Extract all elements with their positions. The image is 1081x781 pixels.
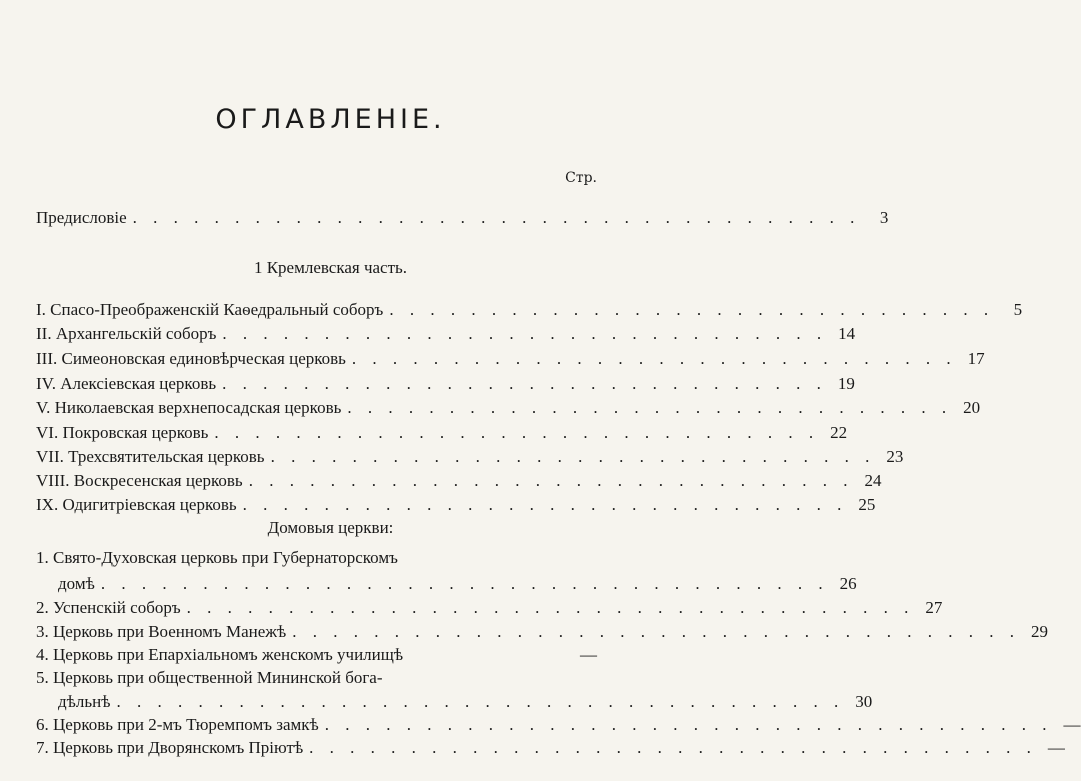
toc-entry-page: 5 [1013, 300, 1023, 319]
leader-dots: . . . . . . . . . . . . . . . . . . . . . . . . . . . . . . [222, 324, 828, 343]
toc-entry-label: 6. Церковь при 2-мъ Тюремпомъ замкѣ [36, 715, 319, 734]
toc-entry-label: VII. Трехсвятительская церковь [36, 447, 265, 466]
toc-entry-page: 25 [858, 495, 876, 514]
toc-entry-page: 23 [886, 447, 904, 466]
toc-entry-page: 3 [879, 208, 889, 227]
toc-entry-3 [36, 622, 1048, 644]
toc-entry-kremlin [36, 374, 855, 396]
page-title: ОГЛАВЛЕНІЕ. [215, 104, 446, 135]
leader-dots: . . . . . . . . . . . . . . . . . . . . . . . . . . . . . . [248, 471, 854, 490]
leader-dots: . . . . . . . . . . . . . . . . . . . . . . . . . . . . . . . . . . . . [116, 692, 845, 711]
toc-entry-page: 17 [967, 349, 985, 368]
toc-entry-page: 29 [1031, 622, 1048, 641]
toc-entry-label: II. Архангельскій соборъ [36, 324, 217, 343]
toc-entry-5-line2 [58, 692, 873, 714]
toc-entry-label: IX. Одигитріевская церковь [36, 495, 237, 514]
section-heading-kremlin: 1 Кремлевская часть. [253, 258, 408, 277]
toc-entry-kremlin [36, 495, 876, 517]
toc-entry-preface [36, 208, 889, 230]
toc-entry-4 [36, 645, 597, 667]
toc-entry-page: — [1047, 738, 1065, 757]
toc-entry-kremlin [36, 471, 882, 493]
leader-dots: . . . . . . . . . . . . . . . . . . . . . . . . . . . . . . [351, 349, 957, 368]
leader-dots: . . . . . . . . . . . . . . . . . . . . . . . . . . . . . . [270, 447, 876, 466]
toc-entry-kremlin [36, 324, 856, 346]
toc-entry-1-line2 [58, 574, 857, 596]
toc-entry-label: IV. Алексіевская церковь [36, 374, 217, 393]
toc-entry-page: 19 [837, 374, 855, 393]
toc-entry-label: 7. Церковь при Дворянскомъ Пріютѣ [36, 738, 304, 757]
toc-entry-kremlin [36, 349, 985, 371]
toc-entry-page: 30 [855, 692, 873, 711]
leader-dots: . . . . . . . . . . . . . . . . . . . . . . . . . . . . . . . . . . . . [100, 574, 829, 593]
toc-entry-page: 14 [838, 324, 856, 343]
toc-entry-7 [36, 738, 1065, 760]
toc-entry-label: дѣльнѣ [58, 692, 111, 711]
section-heading-house-churches: Домовыя церкви: [267, 518, 394, 537]
toc-entry-label: 4. Церковь при Епархіальномъ женскомъ училищѣ [36, 645, 404, 664]
toc-entry-kremlin [36, 423, 848, 445]
toc-entry-page: 24 [864, 471, 882, 490]
toc-entry-6 [36, 715, 1081, 737]
toc-entry-label: III. Симеоновская единовѣрческая церковь [36, 349, 346, 368]
toc-entry-kremlin [36, 447, 904, 469]
leader-dots: . . . . . . . . . . . . . . . . . . . . . . . . . . . . . . [214, 423, 820, 442]
toc-entry-label: V. Николаевская верхнепосадская церковь [36, 398, 342, 417]
toc-entry-5-line1: 5. Церковь при общественной Мининской бога- [36, 668, 383, 687]
toc-entry-label: Предисловіе [36, 208, 127, 227]
toc-entry-2 [36, 598, 943, 620]
leader-dots: . . . . . . . . . . . . . . . . . . . . . . . . . . . . . . [389, 300, 995, 319]
toc-entry-page: 20 [963, 398, 981, 417]
leader-dots: . . . . . . . . . . . . . . . . . . . . . . . . . . . . . . [242, 495, 848, 514]
toc-entry-label: I. Спасо-Преображенскій Каѳедральный соборъ [36, 300, 384, 319]
toc-entry-label: 2. Успенскій соборъ [36, 598, 181, 617]
toc-entry-label: домѣ [58, 574, 95, 593]
toc-entry-label: VI. Покровская церковь [36, 423, 209, 442]
leader-dots: . . . . . . . . . . . . . . . . . . . . . . . . . . . . . . . . . . . . [132, 208, 861, 227]
toc-entry-kremlin [36, 300, 1023, 322]
toc-entry-page: — [1063, 715, 1081, 734]
leader-dots: . . . . . . . . . . . . . . . . . . . . . . . . . . . . . . . . . . . . [186, 598, 915, 617]
toc-entry-page: 22 [830, 423, 848, 442]
toc-entry-page: 26 [839, 574, 857, 593]
toc-entry-page: 27 [925, 598, 943, 617]
toc-entry-label: VIII. Воскресенская церковь [36, 471, 243, 490]
leader-dots: . . . . . . . . . . . . . . . . . . . . . . . . . . . . . . [347, 398, 953, 417]
toc-entry-1-line1: 1. Свято-Духовская церковь при Губернаторскомъ [36, 548, 398, 567]
leader-dots: . . . . . . . . . . . . . . . . . . . . . . . . . . . . . . . . . . . . [292, 622, 1020, 641]
toc-entry-kremlin [36, 398, 981, 420]
toc-entry-page: — [580, 645, 597, 664]
page-column-header: Стр. [565, 170, 597, 186]
leader-dots: . . . . . . . . . . . . . . . . . . . . . . . . . . . . . . . . . . . . [309, 738, 1037, 757]
leader-dots: . . . . . . . . . . . . . . . . . . . . . . . . . . . . . . [222, 374, 827, 393]
toc-entry-label: 3. Церковь при Военномъ Манежѣ [36, 622, 287, 641]
leader-dots: . . . . . . . . . . . . . . . . . . . . . . . . . . . . . . . . . . . . [324, 715, 1053, 734]
